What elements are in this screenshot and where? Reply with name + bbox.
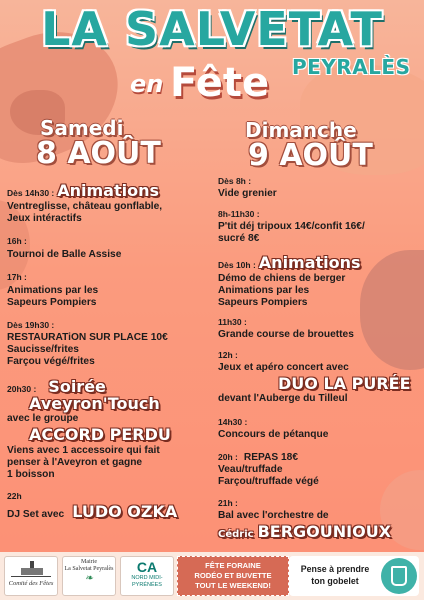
item-text: Démo de chiens de berger Animations par les Sapeurs Pompiers: [218, 273, 346, 308]
logo-text: CA: [136, 559, 158, 575]
item-time: 11h30 :: [218, 317, 247, 327]
item-highlight: Aveyron'Touch: [29, 394, 160, 413]
item-text: RESTAURATiON SUR PLACE 10€ Saucisse/frites Farçou végé/frites: [7, 332, 168, 367]
item-text: Tournoi de Balle Assise: [7, 249, 122, 260]
gobelet-text: Pense à prendre ton gobelet: [300, 564, 370, 586]
item-text: Bal avec l'orchestre de: [218, 510, 329, 521]
gobelet-box: [289, 556, 419, 596]
logo-text: NORD MIDI-PYRÉNÉES: [131, 575, 163, 588]
saturday-column: [7, 181, 212, 521]
item-highlight: BERGOUNIOUX: [257, 522, 392, 541]
schedule-item: [7, 502, 212, 521]
item-highlight: Animations: [258, 253, 361, 272]
fete-label: Fête: [170, 60, 270, 106]
item-text: Concours de pétanque: [218, 429, 329, 440]
item-time: Dès 10h :: [218, 260, 256, 270]
item-text: Viens avec 1 accessoire qui fait penser à l'Aveyron et gagne 1 boisson: [7, 445, 160, 480]
poster-subtitle: PEYRALÈS: [292, 55, 411, 79]
cup-icon: [381, 558, 417, 594]
item-text: Jeux et apéro concert avec: [218, 362, 349, 373]
item-time: 22h: [7, 491, 22, 501]
item-text: P'tit déj tripoux 14€/confit 16€/ sucré 8€: [218, 221, 365, 244]
schedule-item: [218, 522, 422, 541]
item-inline: REPAS 18€: [243, 452, 299, 463]
item-time: Dès 19h30 :: [7, 320, 55, 330]
logo-text: Mairie: [81, 559, 97, 565]
logo-text: Comité des Fêtes: [8, 580, 54, 587]
church-icon: [11, 559, 51, 577]
item-time: 8h-11h30 :: [218, 209, 260, 219]
item-highlight-small: Cédric: [218, 529, 254, 540]
sunday-dayname: Dimanche: [245, 118, 357, 142]
sunday-date: 9 AOÛT: [248, 138, 373, 173]
item-highlight: DUO LA PURÉE: [278, 374, 411, 393]
item-text: Ventreglisse, château gonflable, Jeux intéractifs: [7, 201, 163, 224]
item-time: 20h30 :: [7, 384, 37, 394]
item-highlight: Animations: [57, 181, 160, 200]
item-time: 16h :: [7, 236, 27, 246]
item-time: Dès 14h30 :: [7, 188, 55, 198]
item-text: Grande course de brouettes: [218, 329, 354, 340]
mairie-logo: [62, 556, 116, 596]
item-time: Dès 8h :: [218, 176, 252, 186]
schedule-item: [218, 452, 422, 464]
en-label: en: [130, 70, 164, 98]
fete-foraine-banner: FÊTE FORAINE RODÉO ET BUVETTE TOUT LE WEEKEND!: [177, 556, 289, 596]
item-text: devant l'Auberge du Tilleul: [218, 393, 348, 404]
item-time: 20h :: [218, 452, 238, 462]
item-text: Vide grenier: [218, 188, 277, 199]
poster-title: LA SALVETAT: [41, 2, 383, 56]
item-highlight: LUDO OZKA: [72, 502, 178, 521]
saturday-date: 8 AOÛT: [36, 136, 161, 171]
item-text: DJ Set avec: [7, 509, 65, 520]
comite-logo: [4, 556, 58, 596]
item-highlight: ACCORD PERDU: [29, 425, 171, 444]
item-text: Animations par les Sapeurs Pompiers: [7, 285, 99, 308]
item-text: avec le groupe: [7, 413, 79, 424]
item-time: 12h :: [218, 350, 238, 360]
item-time: 21h :: [218, 498, 238, 508]
item-time: 17h :: [7, 272, 27, 282]
logo-text: La Salvetat Peyralès: [64, 566, 114, 572]
ca-logo: [120, 556, 174, 596]
schedule-item: [218, 253, 422, 272]
item-text: Veau/truffade Farçou/truffade végé: [218, 464, 319, 487]
item-time: 14h30 :: [218, 417, 248, 427]
saturday-dayname: Samedi: [40, 116, 124, 140]
schedule-item: [7, 181, 212, 200]
sunday-column: [218, 176, 422, 541]
leaf-icon: ❧: [84, 573, 94, 584]
item-highlight: Soirée: [48, 377, 106, 396]
